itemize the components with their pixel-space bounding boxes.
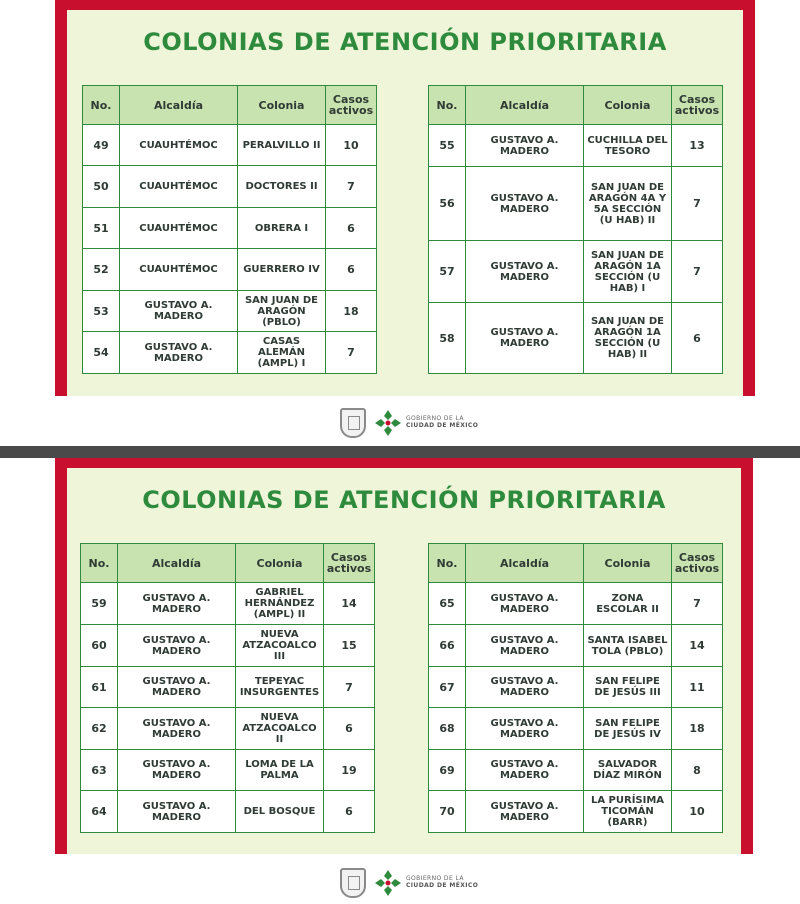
cell-alcaldia: GUSTAVO A. MADERO — [120, 291, 238, 332]
colonias-table-right — [428, 85, 723, 374]
header-alcaldia: Alcaldía — [118, 544, 236, 583]
cell-casos-activos: 14 — [324, 583, 375, 625]
colonias-table-left — [82, 85, 377, 374]
cell-casos-activos: 18 — [672, 708, 723, 750]
table-row — [81, 625, 375, 667]
cell-alcaldia: GUSTAVO A. MADERO — [466, 750, 584, 791]
header-colonia: Colonia — [238, 86, 326, 125]
cell-alcaldia: GUSTAVO A. MADERO — [118, 625, 236, 667]
cell-colonia: SALVADOR DÍAZ MIRÓN — [584, 750, 672, 791]
header-colonia: Colonia — [584, 86, 672, 125]
cell-no: 70 — [429, 791, 466, 833]
table-row — [81, 708, 375, 750]
cell-colonia: DOCTORES II — [238, 166, 326, 208]
cell-colonia: LA PURÍSIMA TICOMÁN (BARR) — [584, 791, 672, 833]
gov-line-2: CIUDAD DE MÉXICO — [406, 422, 479, 429]
coat-of-arms-icon — [340, 408, 366, 438]
cell-colonia: NUEVA ATZACOALCO III — [236, 625, 324, 667]
table-row — [83, 291, 377, 332]
cell-no: 53 — [83, 291, 120, 332]
table-row — [83, 332, 377, 374]
table-row — [429, 167, 723, 241]
cell-casos-activos: 6 — [324, 708, 375, 750]
table-row — [429, 241, 723, 303]
header-casos-activos: Casos activos — [672, 86, 723, 125]
cell-no: 63 — [81, 750, 118, 791]
table-header-row — [429, 86, 723, 125]
cell-alcaldia: GUSTAVO A. MADERO — [466, 667, 584, 708]
cell-alcaldia: GUSTAVO A. MADERO — [118, 708, 236, 750]
cell-casos-activos: 7 — [672, 241, 723, 303]
cell-no: 58 — [429, 303, 466, 374]
cell-alcaldia: CUAUHTÉMOC — [120, 208, 238, 249]
table-row — [83, 125, 377, 166]
gov-line-1: GOBIERNO DE LA — [406, 415, 464, 422]
cell-alcaldia: GUSTAVO A. MADERO — [118, 750, 236, 791]
cell-colonia: SAN JUAN DE ARAGÓN (PBLO) — [238, 291, 326, 332]
cell-casos-activos: 19 — [324, 750, 375, 791]
cell-no: 65 — [429, 583, 466, 625]
header-no: No. — [429, 544, 466, 583]
cell-no: 66 — [429, 625, 466, 667]
cell-casos-activos: 18 — [326, 291, 377, 332]
cell-colonia: LOMA DE LA PALMA — [236, 750, 324, 791]
header-alcaldia: Alcaldía — [466, 86, 584, 125]
cell-alcaldia: GUSTAVO A. MADERO — [118, 583, 236, 625]
cell-colonia: CASAS ALEMÁN (AMPL) I — [238, 332, 326, 374]
header-colonia: Colonia — [584, 544, 672, 583]
table-row — [83, 166, 377, 208]
header-colonia: Colonia — [236, 544, 324, 583]
cell-casos-activos: 6 — [326, 249, 377, 291]
table-row — [81, 583, 375, 625]
cell-no: 55 — [429, 125, 466, 167]
table-header-row — [81, 544, 375, 583]
cell-casos-activos: 11 — [672, 667, 723, 708]
gov-line-2: CIUDAD DE MÉXICO — [406, 882, 479, 889]
cell-casos-activos: 8 — [672, 750, 723, 791]
cell-no: 52 — [83, 249, 120, 291]
cell-no: 68 — [429, 708, 466, 750]
cell-casos-activos: 10 — [672, 791, 723, 833]
cell-colonia: GUERRERO IV — [238, 249, 326, 291]
cell-colonia: SAN JUAN DE ARAGÓN 1A SECCIÓN (U HAB) I — [584, 241, 672, 303]
table-row — [429, 625, 723, 667]
header-casos-activos: Casos activos — [672, 544, 723, 583]
cell-colonia: DEL BOSQUE — [236, 791, 324, 833]
cell-alcaldia: GUSTAVO A. MADERO — [466, 625, 584, 667]
cell-colonia: GABRIEL HERNÁNDEZ (AMPL) II — [236, 583, 324, 625]
table-row — [81, 750, 375, 791]
cell-alcaldia: GUSTAVO A. MADERO — [118, 791, 236, 833]
cell-no: 50 — [83, 166, 120, 208]
cell-casos-activos: 7 — [324, 667, 375, 708]
cell-colonia: ZONA ESCOLAR II — [584, 583, 672, 625]
cell-colonia: SANTA ISABEL TOLA (PBLO) — [584, 625, 672, 667]
government-caption — [406, 875, 478, 889]
cell-casos-activos: 13 — [672, 125, 723, 167]
cell-no: 51 — [83, 208, 120, 249]
cell-colonia: OBRERA I — [238, 208, 326, 249]
government-caption — [406, 415, 478, 429]
cell-no: 54 — [83, 332, 120, 374]
coat-of-arms-icon — [340, 868, 366, 898]
government-logos — [340, 406, 480, 440]
table-row — [429, 583, 723, 625]
cell-casos-activos: 7 — [326, 332, 377, 374]
cell-no: 69 — [429, 750, 466, 791]
cell-casos-activos: 6 — [326, 208, 377, 249]
cell-colonia: NUEVA ATZACOALCO II — [236, 708, 324, 750]
table-row — [429, 667, 723, 708]
cell-casos-activos: 6 — [324, 791, 375, 833]
table-row — [83, 208, 377, 249]
table-row — [429, 708, 723, 750]
colonias-table-left — [80, 543, 375, 833]
cell-casos-activos: 7 — [672, 583, 723, 625]
cdmx-logo-icon — [373, 408, 403, 438]
cdmx-logo-icon — [373, 868, 403, 898]
government-logos — [340, 866, 480, 900]
header-no: No. — [83, 86, 120, 125]
cell-no: 57 — [429, 241, 466, 303]
cell-casos-activos: 15 — [324, 625, 375, 667]
cell-alcaldia: GUSTAVO A. MADERO — [466, 303, 584, 374]
cell-colonia: SAN JUAN DE ARAGÓN 1A SECCIÓN (U HAB) II — [584, 303, 672, 374]
cell-colonia: CUCHILLA DEL TESORO — [584, 125, 672, 167]
cell-alcaldia: GUSTAVO A. MADERO — [466, 241, 584, 303]
cell-casos-activos: 14 — [672, 625, 723, 667]
table-header-row — [429, 544, 723, 583]
cell-colonia: TEPEYAC INSURGENTES — [236, 667, 324, 708]
slide-title: COLONIAS DE ATENCIÓN PRIORITARIA — [142, 486, 666, 514]
cell-no: 56 — [429, 167, 466, 241]
cell-alcaldia: GUSTAVO A. MADERO — [120, 332, 238, 374]
cell-alcaldia: CUAUHTÉMOC — [120, 125, 238, 166]
cell-alcaldia: GUSTAVO A. MADERO — [466, 125, 584, 167]
header-casos-activos: Casos activos — [326, 86, 377, 125]
slide-separator — [0, 446, 800, 458]
slide-title: COLONIAS DE ATENCIÓN PRIORITARIA — [143, 28, 667, 56]
gov-line-1: GOBIERNO DE LA — [406, 875, 464, 882]
cell-casos-activos: 7 — [326, 166, 377, 208]
cell-alcaldia: GUSTAVO A. MADERO — [118, 667, 236, 708]
table-header-row — [83, 86, 377, 125]
cell-casos-activos: 7 — [672, 167, 723, 241]
table-row — [81, 667, 375, 708]
cell-alcaldia: GUSTAVO A. MADERO — [466, 708, 584, 750]
cell-colonia: SAN FELIPE DE JESÚS III — [584, 667, 672, 708]
cell-no: 59 — [81, 583, 118, 625]
cell-no: 67 — [429, 667, 466, 708]
cell-no: 60 — [81, 625, 118, 667]
cell-no: 49 — [83, 125, 120, 166]
table-row — [83, 249, 377, 291]
cell-alcaldia: CUAUHTÉMOC — [120, 166, 238, 208]
cell-alcaldia: GUSTAVO A. MADERO — [466, 583, 584, 625]
cell-no: 64 — [81, 791, 118, 833]
cell-colonia: PERALVILLO II — [238, 125, 326, 166]
cell-no: 61 — [81, 667, 118, 708]
cell-casos-activos: 6 — [672, 303, 723, 374]
cell-colonia: SAN JUAN DE ARAGÓN 4A Y 5A SECCIÓN (U HAB) II — [584, 167, 672, 241]
cell-alcaldia: GUSTAVO A. MADERO — [466, 791, 584, 833]
table-row — [429, 303, 723, 374]
slide-1 — [0, 0, 800, 446]
colonias-table-right — [428, 543, 723, 833]
header-casos-activos: Casos activos — [324, 544, 375, 583]
cell-alcaldia: CUAUHTÉMOC — [120, 249, 238, 291]
table-row — [429, 791, 723, 833]
cell-colonia: SAN FELIPE DE JESÚS IV — [584, 708, 672, 750]
slide-2 — [0, 458, 800, 904]
header-alcaldia: Alcaldía — [466, 544, 584, 583]
header-no: No. — [81, 544, 118, 583]
table-row — [429, 750, 723, 791]
header-no: No. — [429, 86, 466, 125]
table-row — [81, 791, 375, 833]
cell-casos-activos: 10 — [326, 125, 377, 166]
cell-no: 62 — [81, 708, 118, 750]
table-row — [429, 125, 723, 167]
cell-alcaldia: GUSTAVO A. MADERO — [466, 167, 584, 241]
header-alcaldia: Alcaldía — [120, 86, 238, 125]
